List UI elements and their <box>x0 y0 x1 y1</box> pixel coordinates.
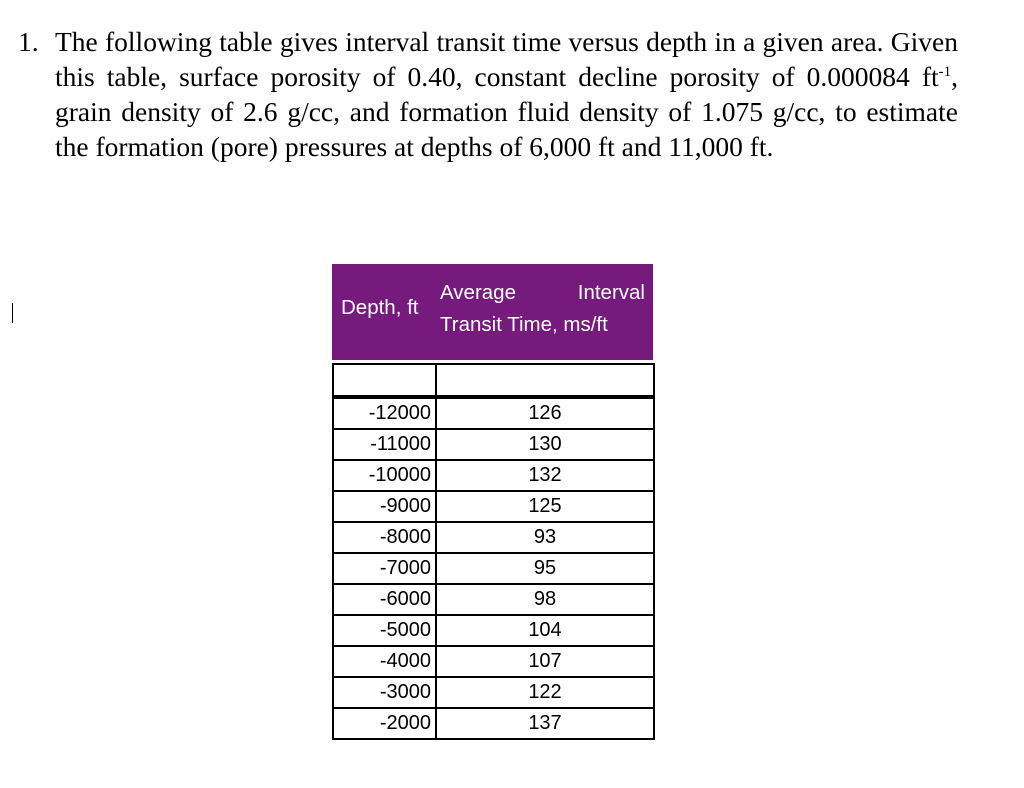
depth-cell: -6000 <box>333 584 436 615</box>
table-row <box>333 553 654 584</box>
question-number: 1. <box>18 26 39 57</box>
table-header <box>332 264 653 360</box>
transit-time-cell: 95 <box>436 553 654 584</box>
table-row <box>333 584 654 615</box>
table-row <box>333 677 654 708</box>
depth-cell: -7000 <box>333 553 436 584</box>
table-row <box>333 397 654 429</box>
transit-time-cell: 126 <box>436 397 654 429</box>
table-row <box>333 708 654 739</box>
depth-cell: -12000 <box>333 397 436 429</box>
question-text-part2: , grain density of 2.6 g/cc, and formation fluid density of 1.075 g/cc, to estimate the formation (pore) pressures at depths of 6,000 ft and 11,000 ft. <box>55 61 958 162</box>
question-superscript: -1 <box>938 63 952 80</box>
depth-cell: -11000 <box>333 429 436 460</box>
transit-time-cell: 132 <box>436 460 654 491</box>
header-average: Average <box>440 281 516 304</box>
transit-time-cell: 122 <box>436 677 654 708</box>
table-row <box>333 522 654 553</box>
depth-cell: -8000 <box>333 522 436 553</box>
depth-cell: -3000 <box>333 677 436 708</box>
table-row <box>333 429 654 460</box>
blank-cell <box>333 364 436 397</box>
blank-cell <box>436 364 654 397</box>
data-table <box>332 363 655 740</box>
depth-cell: -9000 <box>333 491 436 522</box>
blank-row <box>333 364 654 397</box>
question-text <box>55 24 958 164</box>
header-transit-time: Transit Time, ms/ft <box>440 313 608 336</box>
depth-cell: -2000 <box>333 708 436 739</box>
question-text-part1: The following table gives interval transit time versus depth in a given area. Given this table, surface porosity of 0.40, constant decline porosity of 0.000084 ft <box>55 26 958 92</box>
header-depth: Depth, ft <box>341 296 419 319</box>
transit-time-table <box>332 264 653 740</box>
table-row <box>333 615 654 646</box>
depth-cell: -4000 <box>333 646 436 677</box>
transit-time-cell: 107 <box>436 646 654 677</box>
depth-cell: -10000 <box>333 460 436 491</box>
text-cursor <box>12 303 13 323</box>
question-block <box>18 24 958 164</box>
table-row <box>333 491 654 522</box>
transit-time-cell: 137 <box>436 708 654 739</box>
transit-time-cell: 104 <box>436 615 654 646</box>
table-row <box>333 646 654 677</box>
depth-cell: -5000 <box>333 615 436 646</box>
table-row <box>333 460 654 491</box>
transit-time-cell: 125 <box>436 491 654 522</box>
transit-time-cell: 98 <box>436 584 654 615</box>
transit-time-cell: 93 <box>436 522 654 553</box>
header-interval: Interval <box>577 281 645 304</box>
transit-time-cell: 130 <box>436 429 654 460</box>
